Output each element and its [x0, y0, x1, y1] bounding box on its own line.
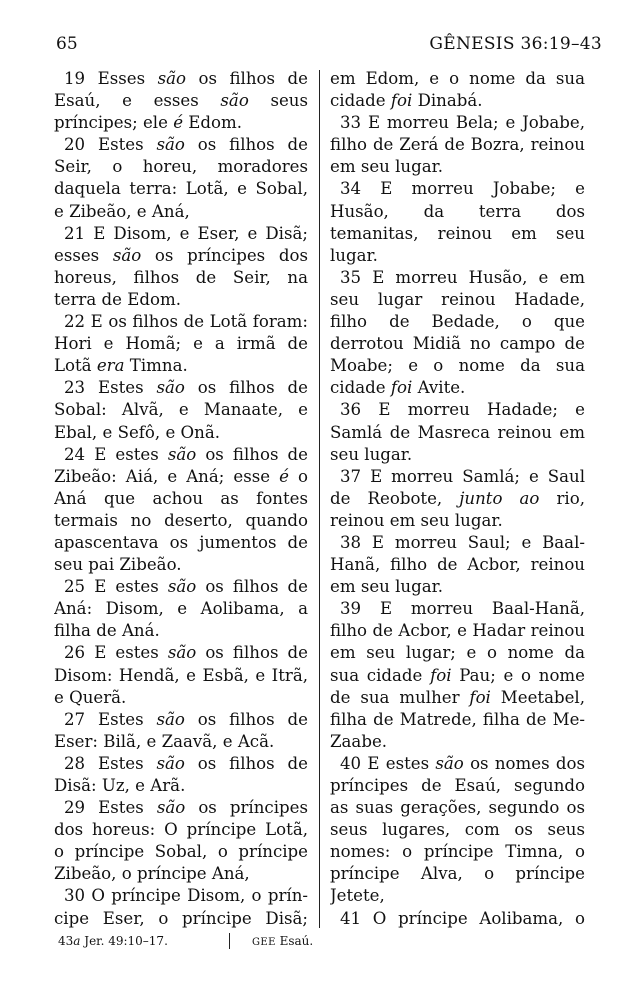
verse-text: em Edom, e o nome da sua cidade [330, 69, 585, 111]
verse-text: os príncipes dos horeus: O príncipe Lotã, o príncipe Sobal, o príncipe Zibeão, o príncipe Aná, [54, 798, 308, 884]
verse [54, 311, 308, 377]
footnote-verse: 43 [58, 934, 74, 948]
italic-text: é [279, 466, 289, 486]
verse [330, 753, 585, 908]
italic-text: são [112, 245, 142, 265]
verse [330, 598, 585, 753]
footnote-divider [229, 933, 230, 949]
verse [330, 178, 585, 266]
verse-text: 34 E morreu Jobabe; e Husão, da terra dos temanitas, reinou em seu lugar. [330, 179, 585, 265]
verse-text: os filhos de Eser: Bilã, e Zaavã, e Acã. [54, 709, 308, 751]
italic-text: é [173, 113, 184, 133]
footnote-text: Jer. 49:10–17. [80, 934, 168, 948]
italic-text: são [156, 378, 185, 398]
italic-text: foi [390, 91, 413, 111]
verse-text: 27 Estes [64, 709, 157, 729]
verse-text: os filhos de Seir, o horeu, moradores daquela terra: Lotã, e Sobal, e Zibeão, e Aná, [54, 135, 308, 221]
verse-text: os filhos de Sobal: Alvã, e Manaate, e Ebal, e Sefô, e Onã. [54, 378, 308, 442]
verse [330, 112, 585, 178]
italic-text: são [435, 753, 464, 773]
verse-text: Timna. [124, 356, 188, 376]
footnote-reference [58, 934, 168, 948]
italic-text: são [156, 135, 185, 155]
verse [54, 223, 308, 311]
verse-text: os filhos de Aná: Disom, e Aolibama, a filha de Aná. [54, 577, 308, 641]
italic-text: são [156, 753, 185, 773]
verse-text: os filhos de Esaú, e esses [54, 69, 308, 111]
verse-text: 21 E Disom, e Eser, e Disã; esses [54, 223, 308, 265]
italic-text: são [167, 577, 197, 597]
verse [330, 267, 585, 400]
verse [330, 908, 585, 928]
italic-text: são [156, 798, 186, 818]
italic-text: era [96, 356, 125, 376]
column-divider [319, 70, 320, 928]
verse-text: 35 E morreu Husão, e em seu lugar reinou Hadade, filho de Bedade, o que derrotou Midiã no campo de Moabe; e o nome da sua cidade [330, 267, 585, 398]
verse-text: 24 E estes [64, 444, 168, 464]
verse-text: Dinabá. [412, 91, 483, 111]
verse-text: Avite. [412, 378, 466, 398]
verse-text: 39 E morreu Baal-Hanã, filho de Acbor, e Hadar reinou em seu lugar; e o nome da sua cidade [330, 599, 585, 685]
italic-text: são [167, 643, 197, 663]
verse-text: rio, reinou em seu lugar. [330, 488, 585, 530]
verse [54, 576, 308, 642]
footnote-topical-guide [252, 934, 313, 948]
verse [330, 466, 585, 532]
verse [54, 134, 308, 222]
verse-text: 38 E morreu Saul; e Baal-Hanã, filho de Acbor, reinou em seu lugar. [330, 532, 585, 597]
footnote-letter: a [73, 934, 81, 948]
verse-text: 36 E morreu Hadade; e Samlá de Masreca reinou em seu lugar. [330, 400, 585, 464]
verse [54, 68, 308, 134]
verse [330, 399, 585, 465]
verse-text: 40 E estes [340, 753, 436, 773]
text-column-left [54, 68, 308, 928]
italic-text: junto ao [459, 488, 540, 508]
verse-text: os príncipes dos horeus, filhos de Seir, na terra de Edom. [54, 245, 308, 309]
verse-text: os nomes dos príncipes de Esaú, segundo as suas gerações, segundo os seus lugares, com os seus nomes: o príncipe Timna, o príncipe Alva, o príncipe Jetete, [330, 753, 585, 906]
verse [54, 885, 308, 928]
verse [330, 68, 585, 112]
verse-text: 33 E morreu Bela; e Jobabe, filho de Zerá de Bozra, reinou em seu lugar. [330, 113, 585, 177]
verse-text: 37 E morreu Samlá; e Saul de Reobote, [330, 466, 585, 508]
verse [54, 709, 308, 753]
italic-text: foi [390, 378, 413, 398]
verse-text: seus príncipes; ele [54, 91, 308, 133]
verse-text: 19 Esses [64, 69, 158, 88]
verse-text: os filhos de Disom: Hendã, e Esbã, e Itrã, e Querã. [54, 643, 308, 707]
topical-guide-text: Esaú. [275, 934, 314, 948]
verse-text: 26 E estes [64, 643, 168, 663]
verse-text: 29 Estes [64, 798, 157, 818]
verse [54, 444, 308, 577]
verse-text: 22 E os filhos de Lotã foram: Hori e Homã; e a irmã de Lotã [54, 312, 308, 376]
verse [330, 532, 585, 598]
verse [54, 797, 308, 885]
text-column-right [330, 68, 585, 928]
italic-text: são [156, 709, 185, 729]
topical-guide-label: GEE [252, 937, 276, 948]
verse-text: o Aná que achou as fontes termais no deserto, quando apascentava os jumentos de seu pai Zibeão. [54, 466, 308, 575]
verse-text: os filhos de Zibeão: Aiá, e Aná; esse [54, 444, 308, 486]
italic-text: são [157, 69, 186, 88]
italic-text: são [167, 444, 197, 464]
verse-text: 23 Estes [64, 378, 157, 398]
italic-text: foi [430, 665, 452, 685]
verse [54, 642, 308, 708]
verse-text: 30 O príncipe Disom, o príncipe Eser, o príncipe Disã; [54, 886, 308, 928]
verse-text: Meetabel, filha de Matrede, filha de Me-Zaabe. [330, 687, 585, 751]
italic-text: são [220, 91, 249, 111]
italic-text: foi [469, 687, 491, 707]
running-title: GÊNESIS 36:19–43 [429, 34, 602, 54]
verse-text: os filhos de Disã: Uz, e Arã. [54, 753, 308, 795]
verse [54, 753, 308, 797]
verse-text: 20 Estes [64, 135, 157, 155]
verse-text: Pau; e o nome de sua mulher [330, 665, 585, 707]
verse-text: 28 Estes [64, 753, 157, 773]
verse [54, 377, 308, 443]
verse-text: 25 E estes [64, 577, 168, 597]
verse-text: Edom. [183, 113, 243, 133]
verse-text: 41 O príncipe Aolibama, o [340, 908, 585, 928]
page-number: 65 [56, 34, 78, 54]
